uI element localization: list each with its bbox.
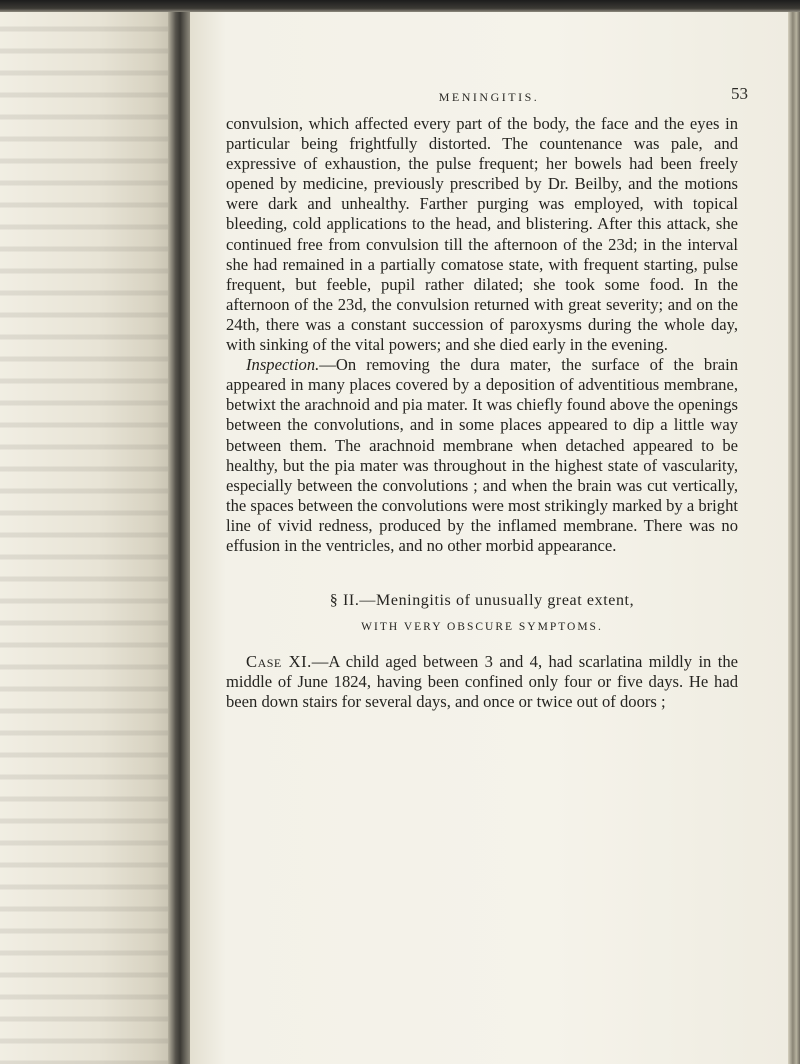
case-label: Case XI. [246,652,312,672]
page-number: 53 [731,84,748,103]
paragraph-text: —A child aged between 3 and 4, had scarlatina mildly in the middle of June 1824, having been confined only four or five days. He had been down stairs for several days, and once or twice out of doors ; [226,652,738,712]
paragraph-text: convulsion, which affected every part of the body, the face and the eyes in particular being frightfully distorted. The countenance was pale, and expressive of exhaustion, the pulse frequent; her bowels had been freely opened by medicine, previously prescribed by Dr. Beilby, and the motions were dark and unhealthy. Farther purging was employed, with topical bleeding, cold applications to the head, and blistering. After this attack, she continued free from convulsion till the afternoon of the 23d; in the interval she had remained in a partially comatose state, with frequent starting, pulse frequent, but feeble, pupil rather dilated; she took some food. In the afternoon of the 23d, the convulsion returned with great severity; and on the 24th, there was a constant succession of paroxysms during the whole day, with sinking of the vital powers; and she died early in the evening. [226,114,738,355]
paragraph-inspection [226,355,738,556]
paragraph-text: —On removing the dura mater, the surface of the brain appeared in many places covered by a deposition of adventitious membrane, betwixt the arachnoid and pia mater. It was chiefly found above the openings between the convolutions, and in some places appeared to dip a little way between them. The arachnoid membrane when detached appeared to be healthy, but the pia mater was throughout in the highest state of vascularity, especially between the convolutions ; and when the brain was cut vertically, the spaces between the convolutions were most strikingly marked by a bright line of vivid redness, produced by the inflamed membrane. There was no effusion in the ventricles, and no other morbid appearance. [226,355,738,555]
scan-top-edge [0,0,800,12]
paragraph-convulsion [226,114,738,355]
section-heading [226,588,738,640]
paragraph-case [226,652,738,712]
section-heading-subtitle: WITH VERY OBSCURE SYMPTOMS. [361,621,603,634]
page-body [226,114,738,712]
facing-page-bleedthrough [0,12,178,1064]
scan-right-edge [788,12,800,1064]
inspection-label: Inspection. [246,355,320,375]
section-heading-title: § II.—Meningitis of unusually great extent, [329,592,635,610]
book-gutter [168,12,190,1064]
book-page [190,12,788,1064]
bleedthrough-text-lines [0,12,178,1064]
page-header [190,84,788,114]
running-head: MENINGITIS. [438,90,540,104]
